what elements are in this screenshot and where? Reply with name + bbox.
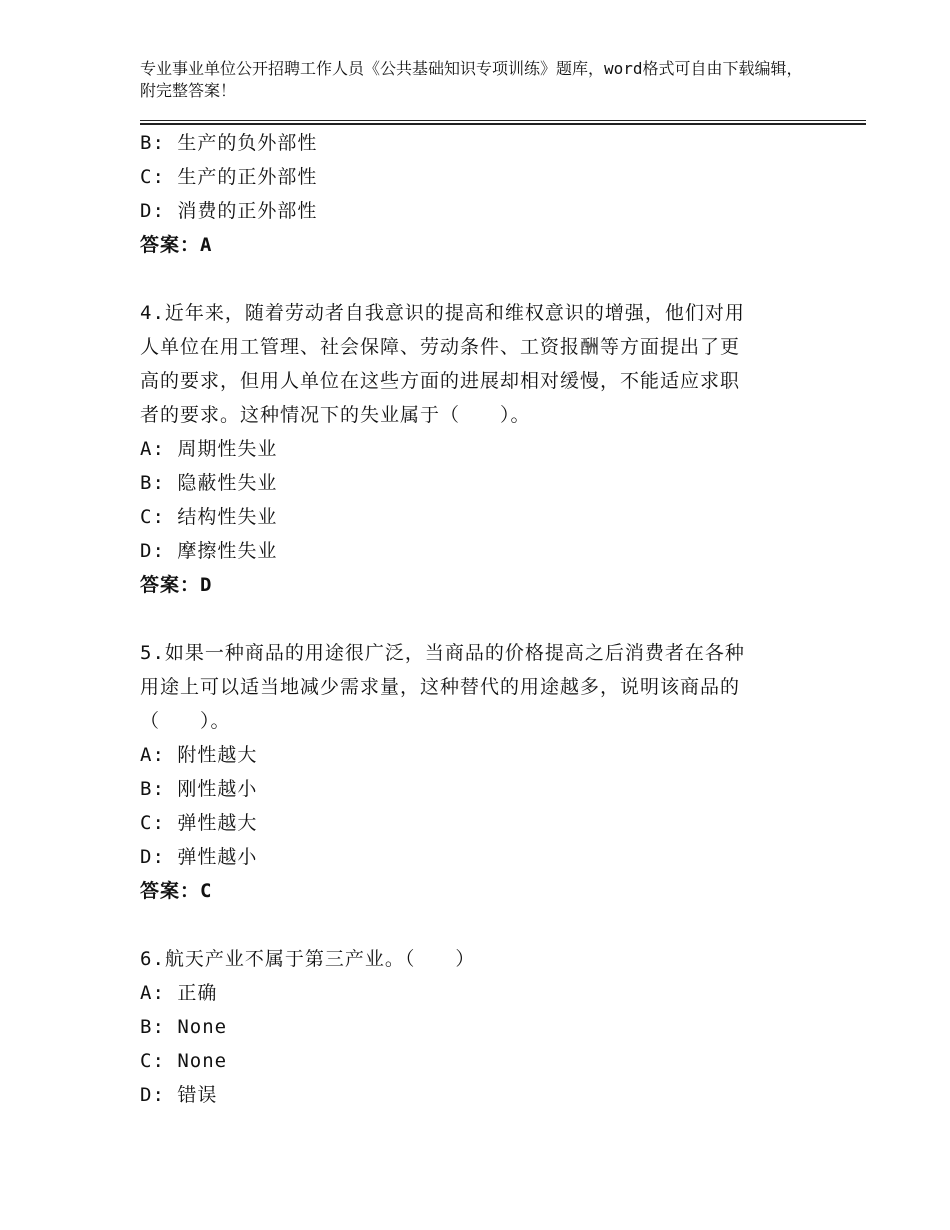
question-5-stem-line: 5.如果一种商品的用途很广泛，当商品的价格提高之后消费者在各种	[140, 642, 745, 664]
question-5-option-d: D: 弹性越小	[140, 846, 258, 868]
question-5-stem-line: （ ）。	[140, 710, 231, 732]
spacer	[140, 262, 800, 296]
option-c: C: 生产的正外部性	[140, 166, 318, 188]
option-d: D: 消费的正外部性	[140, 200, 318, 222]
question-5-option-c: C: 弹性越大	[140, 812, 258, 834]
question-4-option-c: C: 结构性失业	[140, 506, 278, 528]
question-4-stem-line: 者的要求。这种情况下的失业属于（ ）。	[140, 404, 531, 426]
question-4-stem-line: 人单位在用工管理、社会保障、劳动条件、工资报酬等方面提出了更	[140, 336, 741, 358]
spacer	[140, 908, 800, 942]
question-6-option-c: C: None	[140, 1050, 228, 1072]
spacer	[140, 602, 800, 636]
question-5-stem-line: 用途上可以适当地减少需求量，这种替代的用途越多，说明该商品的	[140, 676, 741, 698]
question-5-option-b: B: 刚性越小	[140, 778, 258, 800]
question-6-stem-line: 6.航天产业不属于第三产业。（ ）	[140, 948, 476, 970]
question-4-stem-line: 4.近年来，随着劳动者自我意识的提高和维权意识的增强，他们对用	[140, 302, 745, 324]
header-divider	[140, 120, 866, 125]
question-4-answer: 答案：D	[140, 574, 213, 596]
question-content	[140, 126, 800, 1112]
question-5-answer: 答案：C	[140, 880, 213, 902]
question-4-option-a: A: 周期性失业	[140, 438, 278, 460]
question-5-option-a: A: 附性越大	[140, 744, 258, 766]
question-4-option-b: B: 隐蔽性失业	[140, 472, 278, 494]
question-6-option-d: D: 错误	[140, 1084, 218, 1106]
page-header: 专业事业单位公开招聘工作人员《公共基础知识专项训练》题库，word格式可自由下载编辑，附完整答案！	[140, 59, 803, 100]
question-4-stem-line: 高的要求，但用人单位在这些方面的进展却相对缓慢，不能适应求职	[140, 370, 741, 392]
question-6-option-b: B: None	[140, 1016, 228, 1038]
answer-line: 答案：A	[140, 234, 213, 256]
question-4-option-d: D: 摩擦性失业	[140, 540, 278, 562]
option-b: B: 生产的负外部性	[140, 132, 318, 154]
question-6-option-a: A: 正确	[140, 982, 218, 1004]
